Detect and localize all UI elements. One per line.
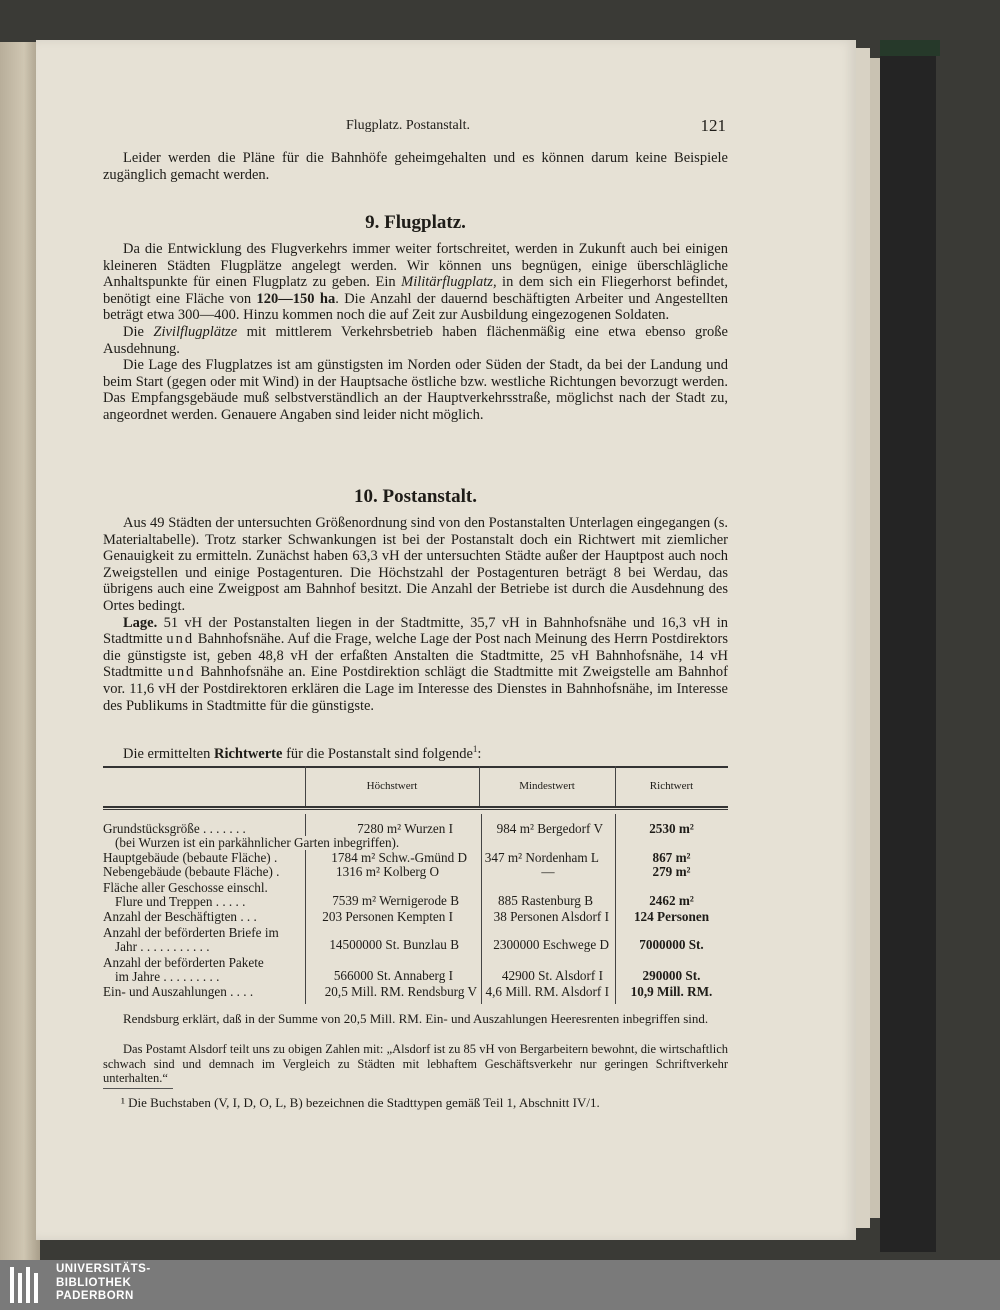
table-cell-max: 7539 m² Wernigerode B [332,893,459,908]
page-header [100,116,726,138]
table-cell-max: 203 Personen Kempten I [322,909,453,924]
table-row-label: Ein- und Auszahlungen . . . . [103,984,254,999]
book-cover [880,56,936,1252]
table-cell-rec: 2530 m² [649,821,694,836]
page-stack-edge-inner [870,58,880,1218]
table-cell-min: 4,6 Mill. RM. Alsdorf I [485,984,609,999]
footnote-rule [103,1088,173,1089]
table-row-note: (bei Wurzen ist ein parkähnlicher Garten inbegriffen). [115,835,400,850]
table-cell-max: 14500000 St. Bunzlau B [329,937,459,952]
table-cell-min: 42900 St. Alsdorf I [501,968,603,983]
richtwerte-table [103,766,728,1006]
table-cell-max: 20,5 Mill. RM. Rendsburg V [324,984,477,999]
table-row-label: Grundstücksgröße . . . . . . . [103,821,246,836]
table-cell-max: 566000 St. Annaberg I [333,968,453,983]
table-cell-rec: 867 m² [652,850,691,865]
intro-paragraph: Leider werden die Pläne für die Bahnhöfe geheimgehalten und es können darum keine Beispiele zugänglich gemacht werden. [103,150,728,183]
table-row-label: Fläche aller Geschosse einschl. [103,880,268,895]
table-cell-min: — [541,864,555,879]
table-row-label: Anzahl der beförderten Pakete [103,955,264,970]
table-cell-rec: 124 Personen [633,909,710,924]
table-row-label: Anzahl der beförderten Briefe im [103,925,279,940]
table-rule-top [103,766,728,768]
section-10-paragraph-1: Aus 49 Städten der untersuchten Größenordnung sind von den Postanstalten Unterlagen eingegangen (s. Materialtabelle). Trotz starker Schwankungen ist bei der Postanstalt doch ein Richtwert mit ziemlicher Genauigkeit zu ermitteln. Zunächst haben 63,3 vH der untersuchten Städte außer der Hauptpost auch noch Zweigstellen und einige Postagenturen. Die Höchstzahl der Postagenturen beträgt 8 bei Werdau, das übrigens auch eine Zweigpost am Bahnhof besitzt. Die Anzahl der Betriebe ist durch die Ausdehnung des Ortes bedingt. [103,515,728,614]
table-cell-rec: 290000 St. [642,968,701,983]
table-row-label: Hauptgebäude (bebaute Fläche) . [103,850,278,865]
section-9-title: 9. Flugplatz. [365,212,466,233]
page-stack-edge [856,48,870,1228]
footnote: ¹ Die Buchstaben (V, I, D, O, L, B) bezeichnen die Stadttypen gemäß Teil 1, Abschnitt IV/1. [121,1095,600,1110]
table-cell-rec: 10,9 Mill. RM. [630,984,713,999]
table-note-alsdorf: Das Postamt Alsdorf teilt uns zu obigen Zahlen mit: „Alsdorf ist zu 85 vH von Bergarbeitern bewohnt, die wirtschaftlich schwach sind und demnach im Vergleich zu Städten mit lebhaftem Geschäftsverkehr nur geringen Schriftverkehr unterhalten.“ [103,1042,728,1085]
section-9-paragraph-2: Die Zivilflugplätze mit mittlerem Verkehrsbetrieb haben flächenmäßig eine etwa ebenso große Ausdehnung. [103,323,728,357]
table-rule-header-thin [103,809,728,810]
table-cell-max: 7280 m² Wurzen I [357,821,453,836]
left-page-edge [0,42,40,1260]
table-cell-min: 885 Rastenburg B [498,893,593,908]
section-9-paragraph-1: Da die Entwicklung des Flugverkehrs immer weiter fortschreitet, werden in Zukunft auch bei einigen kleineren Städten Flugplätze angelegt werden. Wir können uns begnügen, einige überschlägliche Anhaltspunkte für einen Flugplatz zu geben. Ein Militärflugplatz, in dem sich ein Fliegerhorst befindet, benötigt eine Fläche von 120—150 ha. Die Anzahl der dauernd beschäftigten Arbeiter und Angestellten beträgt etwa 300—400. Hinzu kommen noch die auf Zeit zur Ausbildung eingezogenen Soldaten. [103,241,729,324]
column-header-min: Mindestwert [519,780,575,792]
table-cell-min: 2300000 Eschwege D [493,937,609,952]
page-number: 121 [700,116,726,135]
table-cell-max: 1784 m² Schw.-Gmünd D [331,850,467,865]
table-cell-min: 984 m² Bergedorf V [496,821,603,836]
table-cell-rec: 2462 m² [649,893,694,908]
library-brand-text: UNIVERSITÄTS- BIBLIOTHEK PADERBORN [56,1263,151,1302]
table-cell-rec: 7000000 St. [639,937,704,952]
table-row-label-cont: Flure und Treppen . . . . . [115,894,246,909]
running-title: Flugplatz. Postanstalt. [346,118,471,133]
section-10-title: 10. Postanstalt. [354,486,477,507]
section-9-body [103,241,728,424]
section-9-paragraph-3: Die Lage des Flugplatzes ist am günstigsten im Norden oder Süden der Stadt, da bei der Landung und beim Start (gegen oder mit Wind) in der Hauptsache östliche bzw. westliche Richtungen bevorzugt werden. Das Empfangsgebäude muß selbstverständlich an der Hauptverkehrsstraße, möglichst nach der Stadt zu, angeordnet werden. Genauere Angaben sind leider nicht möglich. [103,357,728,423]
table-cell-max: 1316 m² Kolberg O [336,864,439,879]
table-note-rendsburg: Rendsburg erklärt, daß in der Summe von 20,5 Mill. RM. Ein- und Auszahlungen Heeresrenten inbegriffen sind. [123,1011,709,1026]
column-header-max: Höchstwert [366,780,418,792]
table-intro: Die ermittelten Richtwerte für die Postanstalt sind folgende$^1$: [123,744,482,762]
table-cell-min: 347 m² Nordenham L [484,850,599,865]
table-row-label: Nebengebäude (bebaute Fläche) . [103,864,280,879]
table-row-label-cont: im Jahre . . . . . . . . . [115,969,220,984]
column-header-rec: Richtwert [649,780,694,792]
section-10-body [103,515,728,714]
table-rule-header [103,806,728,808]
book-cover-top [880,40,940,56]
library-logo-icon [8,1265,46,1305]
table-cell-rec: 279 m² [652,864,691,879]
section-10-paragraph-2: Lage. 51 vH der Postanstalten liegen in der Stadtmitte, 35,7 vH in Bahnhofsnähe und 16,3 vH in Stadtmitte und Bahnhofsnähe. Auf die Frage, welche Lage der Post nach Meinung des Herrn Postdirektors die günstigste ist, geben 48,8 vH der erfaßten Anstalten die Stadtmitte, 25 vH Bahnhofsnähe, 14 vH Stadtmitte und Bahnhofsnähe an. Eine Postdirektion schlägt die Stadtmitte mit Zweigstelle am Bahnhof vor. 11,6 vH der Postdirektoren erklären die Lage im Interesse des Dienstes in Bahnhofsnähe, im Interesse des Publikums in Stadtmitte für die günstigste. [103,614,728,714]
table-row-label-cont: Jahr . . . . . . . . . . . [115,939,210,954]
table-cell-min: 38 Personen Alsdorf I [493,909,609,924]
table-row-label: Anzahl der Beschäftigten . . . [103,909,257,924]
